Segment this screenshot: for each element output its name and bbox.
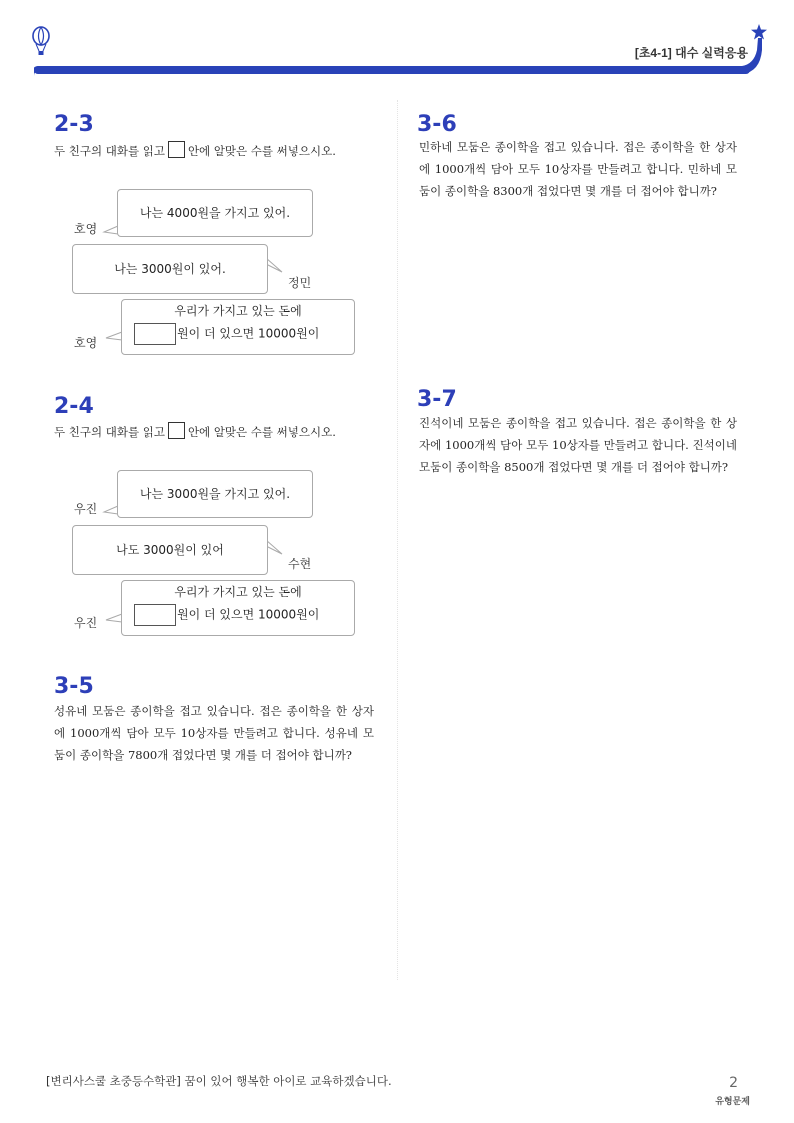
- speech-bubble: 나는 3000원이 있어.: [72, 244, 268, 294]
- star-icon: [751, 24, 767, 40]
- footer-slogan: [변리사스쿨 초중등수학관] 꿈이 있어 행복한 아이로 교육하겠습니다.: [46, 1074, 392, 1088]
- question-text: 두 친구의 대화를 읽고 안에 알맞은 수를 써넣으시오.: [54, 140, 374, 162]
- question-text: 성유네 모둠은 종이학을 접고 있습니다. 접은 종이학을 한 상자에 1000개씩 담아 모두 10상자를 만들려고 합니다. 성유네 모둠이 종이학을 7800개 접었다면 몇 개를 더 접어야 합니까?: [54, 704, 374, 762]
- question-number: 3-5: [54, 674, 94, 699]
- speech-bubble: 나는 4000원을 가지고 있어.: [117, 189, 313, 237]
- question-number: 2-3: [54, 112, 94, 137]
- column-divider: [397, 100, 398, 980]
- answer-input-box[interactable]: [134, 604, 176, 626]
- answer-placeholder-box: [168, 141, 185, 158]
- speech-bubble: 우리가 가지고 있는 돈에 원이 더 있으면 10000원이: [121, 299, 355, 355]
- speaker-label: 수현: [288, 557, 312, 571]
- speech-bubble: 우리가 가지고 있는 돈에 원이 더 있으면 10000원이: [121, 580, 355, 636]
- question-text: 민하네 모둠은 종이학을 접고 있습니다. 접은 종이학을 한 상자에 1000개씩 담아 모두 10상자를 만들려고 합니다. 민하네 모둠이 종이학을 8300개 접었다면 몇 개를 더 접어야 합니까?: [419, 140, 737, 198]
- speaker-label: 호영: [74, 222, 98, 236]
- speech-bubble: 나는 3000원을 가지고 있어.: [117, 470, 313, 518]
- answer-input-box[interactable]: [134, 323, 176, 345]
- question-text: 진석이네 모둠은 종이학을 접고 있습니다. 접은 종이학을 한 상자에 1000개씩 담아 모두 10상자를 만들려고 합니다. 진석이네 모둠이 종이학을 8500개 접었다면 몇 개를 더 접어야 합니까?: [419, 416, 737, 474]
- speech-bubble: 나도 3000원이 있어: [72, 525, 268, 575]
- page-category: 유형문제: [715, 1096, 750, 1106]
- balloon-icon: [30, 26, 52, 58]
- speaker-label: 정민: [288, 276, 312, 290]
- question-number: 2-4: [54, 394, 94, 419]
- speaker-label: 우진: [74, 616, 98, 630]
- page-number: 2: [729, 1075, 738, 1091]
- question-text: 두 친구의 대화를 읽고 안에 알맞은 수를 써넣으시오.: [54, 421, 374, 443]
- question-number: 3-6: [417, 112, 457, 137]
- answer-placeholder-box: [168, 422, 185, 439]
- question-number: 3-7: [417, 387, 457, 412]
- speaker-label: 호영: [74, 336, 98, 350]
- header-title: [초4-1] 대수 실력응용: [634, 46, 748, 60]
- speaker-label: 우진: [74, 502, 98, 516]
